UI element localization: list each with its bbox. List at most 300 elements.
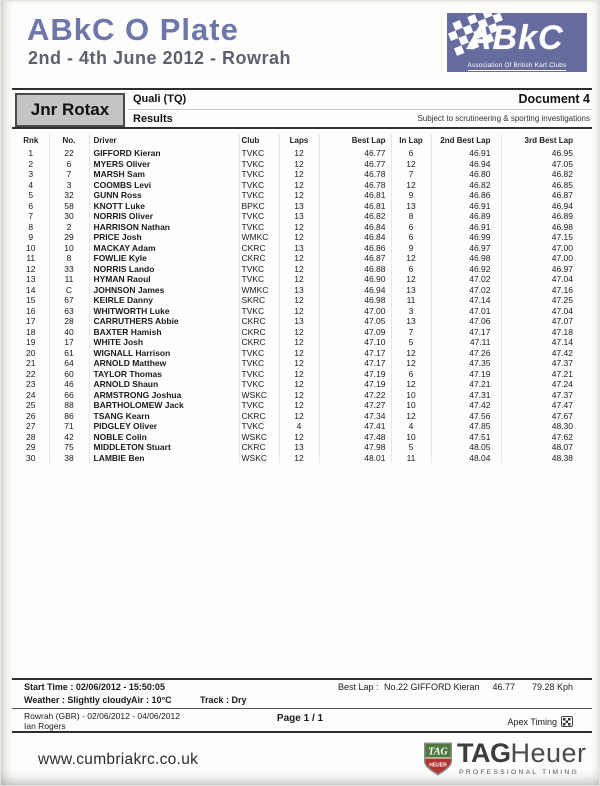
cell-laps: 12 [279, 432, 319, 443]
cell-rnk: 18 [26, 326, 36, 337]
cell-best-lap: 47.19 [319, 379, 391, 390]
cell-club: WSKC [239, 390, 279, 401]
event-dates: 2nd - 4th June 2012 - Rowrah [28, 48, 292, 68]
track-value: Dry [231, 695, 247, 705]
cell-in-lap: 6 [391, 369, 431, 380]
cell-driver: TSANG Kearn [89, 411, 239, 422]
cell-club: TVKC [239, 369, 279, 380]
cell-best-lap: 46.77 [319, 148, 391, 159]
cell-in-lap: 9 [391, 243, 431, 254]
class-name-box: Jnr Rotax [15, 93, 125, 127]
cell-in-lap: 11 [391, 453, 431, 464]
cell-in-lap: 13 [391, 201, 431, 212]
session-name: Quali (TQ) [133, 93, 187, 105]
cell-laps: 12 [279, 453, 319, 464]
abkc-logo [447, 13, 587, 72]
cell-laps: 13 [279, 442, 319, 453]
document-number: Document 4 [518, 92, 590, 106]
cell-driver: FOWLIE Kyle [89, 253, 239, 264]
cell-second-best-lap: 48.05 [431, 442, 501, 453]
cell-club: TVKC [239, 306, 279, 317]
cell-third-best-lap: 47.04 [501, 274, 589, 285]
cell-second-best-lap: 47.35 [431, 358, 501, 369]
table-row [13, 400, 589, 411]
best-lap-label: Best Lap : [338, 682, 379, 692]
cell-club: TVKC [239, 379, 279, 390]
cell-driver: MYERS Oliver [89, 159, 239, 170]
table-row [13, 421, 589, 432]
cell-driver: PRICE Josh [89, 232, 239, 243]
cell-second-best-lap: 46.89 [431, 211, 501, 222]
cell-laps: 12 [279, 253, 319, 264]
cell-laps: 12 [279, 180, 319, 191]
cell-second-best-lap: 48.04 [431, 453, 501, 464]
cell-third-best-lap: 46.85 [501, 180, 589, 191]
cell-club: CKRC [239, 442, 279, 453]
cell-club: TVKC [239, 264, 279, 275]
cell-driver: TAYLOR Thomas [89, 369, 239, 380]
table-row [13, 201, 589, 212]
divider [128, 109, 592, 110]
col-header-no: No. [49, 134, 89, 148]
cell-laps: 12 [279, 379, 319, 390]
cell-in-lap: 11 [391, 295, 431, 306]
cell-in-lap: 12 [391, 274, 431, 285]
cell-laps: 12 [279, 400, 319, 411]
cell-rnk: 17 [26, 316, 36, 326]
abkc-logo-text: ABkC [467, 19, 564, 57]
table-row [13, 432, 589, 443]
cell-best-lap: 46.88 [319, 264, 391, 275]
cell-rnk: 21 [26, 358, 36, 368]
cell-rnk: 30 [26, 452, 36, 463]
cell-laps: 4 [279, 421, 319, 432]
cell-driver: PIDGLEY Oliver [89, 421, 239, 432]
col-header-in-lap: In Lap [391, 134, 431, 148]
tag-heuer-wordmark [457, 738, 587, 769]
cell-in-lap: 13 [391, 316, 431, 327]
cell-in-lap: 5 [391, 442, 431, 453]
table-row [13, 327, 589, 338]
cell-rnk: 11 [26, 253, 36, 263]
cell-club: BPKC [239, 201, 279, 212]
cell-in-lap: 12 [391, 159, 431, 170]
cell-laps: 13 [279, 243, 319, 254]
cell-in-lap: 7 [391, 327, 431, 338]
cell-laps: 12 [279, 190, 319, 201]
cell-rnk: 4 [28, 179, 34, 190]
cell-third-best-lap: 47.07 [501, 316, 589, 327]
weather [24, 695, 131, 705]
cell-no: 17 [49, 337, 89, 348]
cell-best-lap: 47.34 [319, 411, 391, 422]
cell-best-lap: 46.90 [319, 274, 391, 285]
tag-heuer-shield-icon [423, 741, 453, 777]
cell-in-lap: 9 [391, 190, 431, 201]
table-row [13, 337, 589, 348]
tag-heuer-tagline: PROFESSIONAL TIMING [459, 769, 579, 776]
cell-no: 30 [49, 211, 89, 222]
cell-third-best-lap: 47.67 [501, 411, 589, 422]
cell-no: 10 [49, 243, 89, 254]
cell-no: 71 [49, 421, 89, 432]
cell-second-best-lap: 47.14 [431, 295, 501, 306]
table-row [13, 243, 589, 254]
cell-best-lap: 46.78 [319, 180, 391, 191]
cell-no: 29 [49, 232, 89, 243]
cell-laps: 12 [279, 295, 319, 306]
cell-third-best-lap: 47.37 [501, 358, 589, 369]
cell-rnk: 13 [26, 274, 36, 284]
cell-in-lap: 7 [391, 169, 431, 180]
cell-in-lap: 12 [391, 180, 431, 191]
cell-club: CKRC [239, 337, 279, 348]
cell-third-best-lap: 47.00 [501, 243, 589, 254]
cell-best-lap: 47.17 [319, 348, 391, 359]
cell-no: 61 [49, 348, 89, 359]
weather-label: Weather : [24, 695, 65, 705]
cell-driver: ARNOLD Shaun [89, 379, 239, 390]
cell-in-lap: 12 [391, 411, 431, 422]
table-row [13, 253, 589, 264]
cell-no: 86 [49, 411, 89, 422]
table-row [13, 180, 589, 191]
cell-rnk: 15 [26, 295, 36, 305]
cell-best-lap: 46.86 [319, 243, 391, 254]
cell-best-lap: 47.98 [319, 442, 391, 453]
cell-in-lap: 3 [391, 306, 431, 317]
cell-club: CKRC [239, 327, 279, 338]
cell-driver: KEIRLE Danny [89, 295, 239, 306]
cell-club: SKRC [239, 295, 279, 306]
cell-second-best-lap: 46.97 [431, 243, 501, 254]
start-time-label: Start Time : [24, 682, 74, 692]
cell-club: CKRC [239, 253, 279, 264]
table-row [13, 274, 589, 285]
cell-laps: 12 [279, 327, 319, 338]
cell-no: 7 [49, 169, 89, 180]
cell-driver: BARTHOLOMEW Jack [89, 400, 239, 411]
cell-best-lap: 47.10 [319, 337, 391, 348]
cell-laps: 12 [279, 369, 319, 380]
cell-rnk: 3 [28, 169, 34, 179]
cell-laps: 13 [279, 285, 319, 296]
cell-third-best-lap: 47.42 [501, 348, 589, 359]
cell-rnk: 7 [28, 211, 34, 221]
air-temp [131, 695, 172, 705]
timing-provider-name: Apex Timing [507, 716, 557, 727]
cell-best-lap: 46.81 [319, 190, 391, 201]
cell-second-best-lap: 46.80 [431, 169, 501, 180]
cell-third-best-lap: 46.98 [501, 222, 589, 233]
cell-best-lap: 46.84 [319, 232, 391, 243]
cell-laps: 13 [279, 201, 319, 212]
cell-club: TVKC [239, 348, 279, 359]
cell-rnk: 25 [26, 400, 36, 410]
track-label: Track : [200, 695, 230, 705]
cell-rnk: 9 [28, 232, 34, 242]
cell-driver: NORRIS Oliver [89, 211, 239, 222]
cell-laps: 12 [279, 264, 319, 275]
cell-club: TVKC [239, 222, 279, 233]
timing-provider [507, 716, 573, 727]
cell-second-best-lap: 47.21 [431, 379, 501, 390]
cell-no: 8 [49, 253, 89, 264]
cell-third-best-lap: 47.37 [501, 390, 589, 401]
cell-club: WSKC [239, 432, 279, 443]
cell-second-best-lap: 47.42 [431, 400, 501, 411]
table-row [13, 306, 589, 317]
table-row [13, 211, 589, 222]
table-row [13, 190, 589, 201]
cell-no: 38 [49, 453, 89, 464]
cell-second-best-lap: 47.02 [431, 274, 501, 285]
col-header-club: Club [239, 134, 279, 148]
cell-club: WSKC [239, 453, 279, 464]
cell-driver: KNOTT Luke [89, 201, 239, 212]
cell-third-best-lap: 47.14 [501, 337, 589, 348]
table-row [13, 295, 589, 306]
cell-best-lap: 46.82 [319, 211, 391, 222]
cell-third-best-lap: 47.47 [501, 400, 589, 411]
cell-driver: GIFFORD Kieran [89, 148, 239, 159]
cell-second-best-lap: 46.91 [431, 222, 501, 233]
cell-driver: JOHNSON James [89, 285, 239, 296]
cell-driver: CARRUTHERS Abbie [89, 316, 239, 327]
cell-driver: WHITE Josh [89, 337, 239, 348]
cell-rnk: 1 [28, 148, 34, 158]
cell-third-best-lap: 46.89 [501, 211, 589, 222]
cell-second-best-lap: 47.11 [431, 337, 501, 348]
cell-third-best-lap: 48.07 [501, 442, 589, 453]
cell-club: CKRC [239, 411, 279, 422]
cell-rnk: 28 [26, 431, 36, 442]
cell-third-best-lap: 47.21 [501, 369, 589, 380]
cell-best-lap: 47.17 [319, 358, 391, 369]
table-row [13, 159, 589, 170]
cell-club: TVKC [239, 400, 279, 411]
svg-text:HEUER: HEUER [429, 762, 447, 769]
cell-third-best-lap: 46.82 [501, 169, 589, 180]
cell-no: 28 [49, 316, 89, 327]
cell-in-lap: 12 [391, 358, 431, 369]
cell-third-best-lap: 47.25 [501, 295, 589, 306]
cell-no: 60 [49, 369, 89, 380]
cell-club: TVKC [239, 358, 279, 369]
cell-rnk: 26 [26, 410, 36, 421]
cell-best-lap: 46.98 [319, 295, 391, 306]
track-condition [200, 695, 247, 705]
cell-in-lap: 12 [391, 253, 431, 264]
cell-best-lap: 47.48 [319, 432, 391, 443]
divider [12, 88, 592, 90]
cell-rnk: 12 [26, 263, 36, 274]
cell-best-lap: 47.05 [319, 316, 391, 327]
cell-in-lap: 6 [391, 264, 431, 275]
cell-rnk: 5 [28, 190, 34, 200]
cell-no: 66 [49, 390, 89, 401]
cell-driver: BAXTER Hamish [89, 327, 239, 338]
cell-third-best-lap: 47.24 [501, 379, 589, 390]
best-lap-time: 46.77 [492, 682, 515, 692]
club-website-url: www.cumbriakrc.co.uk [38, 751, 199, 768]
cell-rnk: 19 [26, 337, 36, 347]
cell-in-lap: 6 [391, 232, 431, 243]
cell-club: TVKC [239, 190, 279, 201]
cell-rnk: 24 [26, 389, 36, 400]
weather-value: Slightly cloudy [67, 695, 132, 705]
cell-laps: 12 [279, 159, 319, 170]
cell-third-best-lap: 46.94 [501, 201, 589, 212]
cell-second-best-lap: 47.26 [431, 348, 501, 359]
cell-in-lap: 5 [391, 337, 431, 348]
cell-best-lap: 47.22 [319, 390, 391, 401]
cell-laps: 13 [279, 211, 319, 222]
cell-no: 32 [49, 190, 89, 201]
table-row [13, 148, 589, 159]
cell-best-lap: 46.94 [319, 285, 391, 296]
table-row [13, 379, 589, 390]
page-indicator: Page 1 / 1 [276, 713, 324, 724]
cell-best-lap: 46.77 [319, 159, 391, 170]
cell-no: 2 [49, 222, 89, 233]
cell-second-best-lap: 46.86 [431, 190, 501, 201]
cell-rnk: 29 [26, 442, 36, 452]
cell-club: WMKC [239, 285, 279, 296]
cell-no: 58 [49, 201, 89, 212]
cell-no: 63 [49, 306, 89, 317]
cell-laps: 12 [279, 337, 319, 348]
cell-laps: 12 [279, 358, 319, 369]
cell-best-lap: 46.81 [319, 201, 391, 212]
cell-rnk: 8 [28, 221, 34, 232]
results-table [13, 134, 589, 463]
cell-driver: ARNOLD Matthew [89, 358, 239, 369]
cell-laps: 12 [279, 411, 319, 422]
cell-in-lap: 6 [391, 222, 431, 233]
cell-no: 11 [49, 274, 89, 285]
cell-in-lap: 10 [391, 400, 431, 411]
cell-third-best-lap: 46.87 [501, 190, 589, 201]
cell-driver: WIGNALL Harrison [89, 348, 239, 359]
cell-second-best-lap: 46.98 [431, 253, 501, 264]
scrutineering-disclaimer: Subject to scrutineering & sporting investigations [417, 114, 590, 123]
cell-third-best-lap: 47.04 [501, 306, 589, 317]
cell-best-lap: 47.41 [319, 421, 391, 432]
cell-driver: ARMSTRONG Joshua [89, 390, 239, 401]
cell-rnk: 27 [26, 421, 36, 431]
divider [12, 127, 592, 129]
table-row [13, 169, 589, 180]
cell-club: CKRC [239, 316, 279, 327]
cell-club: TVKC [239, 274, 279, 285]
cell-club: CKRC [239, 243, 279, 254]
cell-no: 64 [49, 358, 89, 369]
cell-second-best-lap: 46.91 [431, 148, 501, 159]
cell-third-best-lap: 47.18 [501, 327, 589, 338]
cell-third-best-lap: 48.30 [501, 421, 589, 432]
cell-laps: 12 [279, 348, 319, 359]
cell-rnk: 16 [26, 305, 36, 316]
cell-driver: HYMAN Raoul [89, 274, 239, 285]
tag-wordmark-bold: TAG [457, 738, 511, 768]
best-lap-holder: No.22 GIFFORD Kieran [384, 682, 480, 692]
cell-in-lap: 10 [391, 432, 431, 443]
cell-laps: 12 [279, 390, 319, 401]
start-time [24, 682, 165, 692]
cell-third-best-lap: 47.05 [501, 159, 589, 170]
cell-third-best-lap: 47.00 [501, 253, 589, 264]
cell-in-lap: 12 [391, 379, 431, 390]
cell-second-best-lap: 47.51 [431, 432, 501, 443]
start-time-value: 02/06/2012 - 15:50:05 [75, 682, 165, 692]
cell-second-best-lap: 46.92 [431, 264, 501, 275]
table-row [13, 264, 589, 275]
cell-rnk: 10 [26, 242, 36, 253]
cell-laps: 12 [279, 306, 319, 317]
cell-rnk: 14 [26, 284, 36, 295]
col-header-best-lap: Best Lap [319, 134, 391, 148]
cell-no: C [49, 285, 89, 296]
cell-laps: 12 [279, 232, 319, 243]
cell-laps: 12 [279, 222, 319, 233]
table-row [13, 453, 589, 464]
col-header-driver: Driver [89, 134, 239, 148]
cell-third-best-lap: 47.15 [501, 232, 589, 243]
cell-in-lap: 6 [391, 148, 431, 159]
table-row [13, 348, 589, 359]
cell-no: 46 [49, 379, 89, 390]
cell-driver: GUNN Ross [89, 190, 239, 201]
cell-driver: MACKAY Adam [89, 243, 239, 254]
cell-third-best-lap: 46.97 [501, 264, 589, 275]
cell-no: 42 [49, 432, 89, 443]
event-location: Rowrah (GBR) - 02/06/2012 - 04/06/2012 [24, 711, 180, 721]
cell-second-best-lap: 47.02 [431, 285, 501, 296]
results-label: Results [133, 113, 173, 125]
cell-second-best-lap: 47.31 [431, 390, 501, 401]
cell-laps: 12 [279, 169, 319, 180]
air-label: Air : [131, 695, 149, 705]
cell-second-best-lap: 46.99 [431, 232, 501, 243]
cell-laps: 13 [279, 316, 319, 327]
best-lap-speed: 79.28 Kph [531, 682, 573, 692]
cell-driver: NOBLE Colin [89, 432, 239, 443]
cell-rnk: 22 [26, 368, 36, 379]
cell-no: 33 [49, 264, 89, 275]
air-value: 10°C [151, 695, 172, 705]
cell-driver: MIDDLETON Stuart [89, 442, 239, 453]
col-header-laps: Laps [279, 134, 319, 148]
cell-laps: 12 [279, 148, 319, 159]
table-row [13, 369, 589, 380]
cell-second-best-lap: 47.56 [431, 411, 501, 422]
cell-second-best-lap: 46.82 [431, 180, 501, 191]
cell-rnk: 23 [26, 379, 36, 389]
cell-no: 22 [49, 148, 89, 159]
svg-text:TAG: TAG [428, 746, 448, 758]
cell-rnk: 20 [26, 347, 36, 358]
divider [12, 731, 592, 733]
event-title: ABkC O Plate [27, 12, 239, 47]
table-row [13, 285, 589, 296]
col-header-rnk: Rnk [23, 136, 39, 145]
cell-no: 6 [49, 159, 89, 170]
cell-in-lap: 4 [391, 421, 431, 432]
cell-best-lap: 47.19 [319, 369, 391, 380]
cell-best-lap: 46.78 [319, 169, 391, 180]
cell-best-lap: 48.01 [319, 453, 391, 464]
